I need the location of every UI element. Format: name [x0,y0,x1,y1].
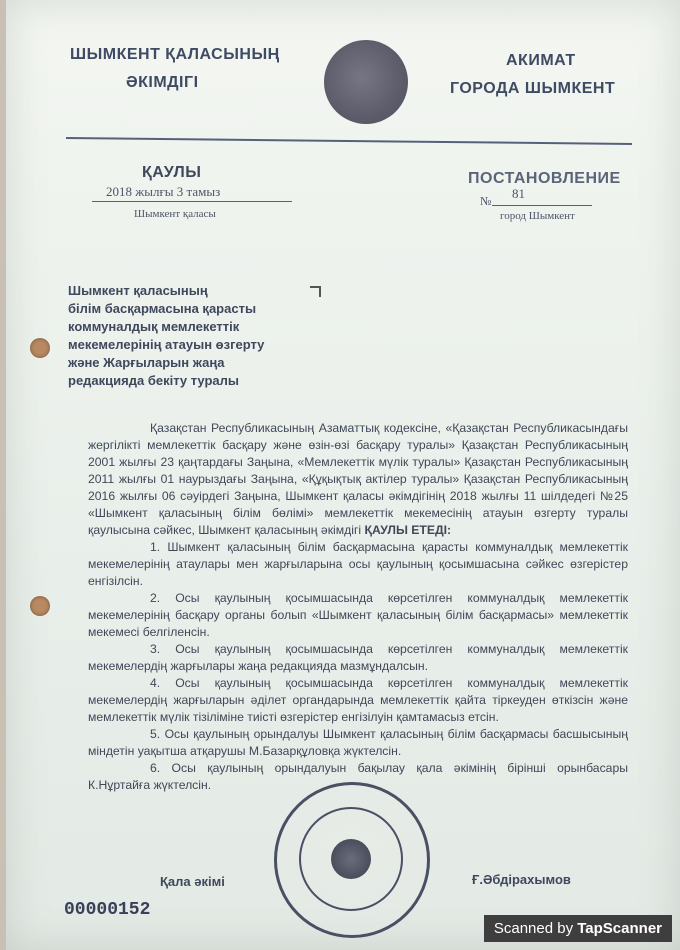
preamble-text: Қазақстан Республикасының Азаматтық кодексіне, «Қазақстан Республикасындағы жергілікті мемлекеттік басқару және өзін-өзі басқару туралы» Қазақстан Республикасының 2001 жылғы 23 қаңтардағы Заңына, «Мемлекеттік мүлік туралы» Қазақстан Республикасының 2011 жылғы 01 наурыздағы Заңына, «Құқықтық актілер туралы» Қазақстан Республикасының 2016 жылғы 06 сәуірдегі Заңына, Шымкент қаласы әкімдігінің 2018 жылғы 11 шілдедегі №25 «Шымкент қаласының білім бөлімі» мемлекеттік мекемесінің атауын өзгерту туралы қаулысына сәйкес, Шымкент қаласының әкімдігі [88,421,628,537]
watermark-prefix: Scanned by [493,920,578,937]
decree-rus-city: город Шымкент [500,210,575,222]
decree-number-prefix: № [480,194,492,208]
header-rus-line2: ГОРОДА ШЫМКЕНТ [450,80,616,97]
subject-line: редакцияда бекіту туралы [68,373,240,388]
signature-title: Қала әкімі [160,874,225,889]
header-rus-line1: АКИМАТ [506,52,576,69]
preamble [88,420,628,539]
watermark-brand: TapScanner [577,920,662,937]
header-kaz-line2: ӘКІМДІГІ [126,74,199,91]
decree-item: 5. Осы қаулының орындалуы Шымкент қаласының білім басқармасы басшысының міндетін уақытша атқарушы М.Базарқұловқа жүктелсін. [88,727,628,758]
punch-hole [30,338,50,358]
seal-inner-ring [299,807,403,911]
subject-line: коммуналдық мемлекеттік [68,319,240,334]
decree-kaz-city: Шымкент қаласы [134,208,216,220]
document-page [6,0,680,950]
signature-name: Ғ.Әбдірахымов [472,872,571,887]
decree-subject [68,282,264,390]
subject-line: білім басқармасына қарасты [68,301,257,316]
seal-emblem [331,839,371,879]
subject-line: мекемелерінің атауын өзгерту [68,337,265,352]
scanner-watermark [484,915,672,942]
preamble-resolution: ҚАУЛЫ ЕТЕДІ: [364,523,452,537]
header-divider [66,137,632,145]
official-seal [274,782,430,938]
state-emblem [324,40,408,124]
decree-number: 81 [512,186,525,201]
decree-item: 2. Осы қаулының қосымшасында көрсетілген коммуналдық мемлекеттік мекемелерінің басқару органы болып «Шымкент қаласының білім басқармасы» мемлекеттік мекемесі белгіленсін. [88,591,628,639]
decree-item: 4. Осы қаулының қосымшасында көрсетілген коммуналдық мемлекеттік мекемелердің жарғыларын әділет органдарында мемлекеттік қайта тіркеуден өткізсін және мемлекеттік мүлік тізіліміне тиісті өзгерістер енгізілуін қамтамасыз етсін. [88,676,628,724]
date-underline [92,201,292,202]
decree-item: 3. Осы қаулының қосымшасында көрсетілген коммуналдық мемлекеттік мекемелердің жарғылары жаңа редакцияда мазмұндалсын. [88,642,628,673]
decree-kaz-date: 2018 жылғы 3 тамыз [106,184,221,199]
subject-line: және Жарғыларын жаңа [68,355,225,370]
decree-body [88,420,628,794]
decree-item: 1. Шымкент қаласының білім басқармасына қарасты коммуналдық мемлекеттік мекемелерінің атаулары мен жарғыларына осы қаулының қосымшасына сәйкес өзгерістер енгізілсін. [88,540,628,588]
header-kaz-line1: ШЫМКЕНТ ҚАЛАСЫНЫҢ [70,46,280,63]
corner-mark [310,286,321,297]
decree-kaz-title: ҚАУЛЫ [142,164,202,181]
subject-line: Шымкент қаласының [68,283,208,298]
decree-rus-title: ПОСТАНОВЛЕНИЕ [468,170,621,187]
number-underline [492,205,592,206]
punch-hole [30,596,50,616]
serial-number: 00000152 [64,900,151,920]
decree-item: 6. Осы қаулының орындалуын бақылау қала әкімінің бірінші орынбасары К.Нұртайға жүктелсін. [88,761,628,792]
